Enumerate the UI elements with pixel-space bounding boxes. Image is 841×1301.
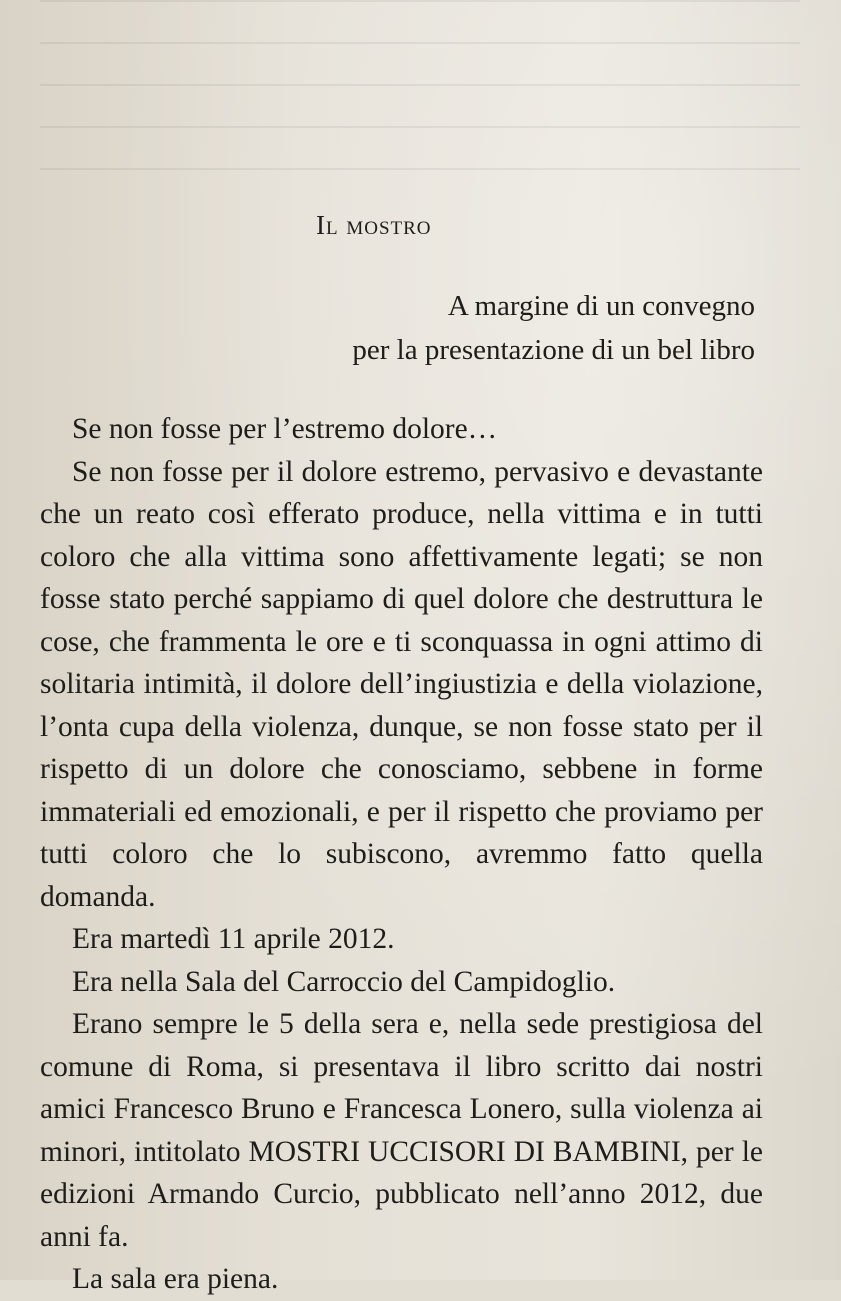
epigraph-line: A margine di un convegno bbox=[447, 290, 755, 322]
paragraph: La sala era piena. bbox=[72, 1263, 279, 1295]
body-text bbox=[40, 408, 763, 1301]
paragraph: Erano sempre le 5 della sera e, nella sede prestigiosa del comune di Roma, si presentava il libro scritto dai nostri amici Francesco Bruno e Francesca Lonero, sulla violenza ai minori, intitolato MOSTRI UCCISORI DI BAMBINI, per le edizioni Armando Curcio, pubblicato nell’anno 2012, due anni fa. bbox=[40, 1008, 763, 1253]
chapter-title: Il mostro bbox=[316, 210, 432, 240]
paragraph: Era nella Sala del Carroccio del Campidoglio. bbox=[72, 965, 616, 998]
paragraph: Era martedì 11 aprile 2012. bbox=[72, 923, 395, 955]
chapter-epigraph bbox=[352, 284, 755, 372]
epigraph-line: per la presentazione di un bel libro bbox=[352, 334, 755, 366]
paragraph: Se non fosse per il dolore estremo, pervasivo e devastante che un reato così efferato produce, nella vittima e in tutti coloro che alla vittima sono affettivamente legati; se non fosse stato perché sappiamo di quel dolore che destruttura le cose, che frammenta le ore e ti sconquassa in ogni attimo di solitaria intimità, il dolore dell’ingiustizia e della violazione, l’onta cupa della violenza, dunque, se non fosse stato per il rispetto di un dolore che conosciamo, sebbene in forme immateriali ed emozionali, e per il rispetto che proviamo per tutti coloro che lo subiscono, avremmo fatto quella domanda. bbox=[40, 455, 763, 913]
bleed-through-texture bbox=[40, 0, 800, 200]
paragraph: Se non fosse per l’estremo dolore… bbox=[72, 413, 498, 445]
